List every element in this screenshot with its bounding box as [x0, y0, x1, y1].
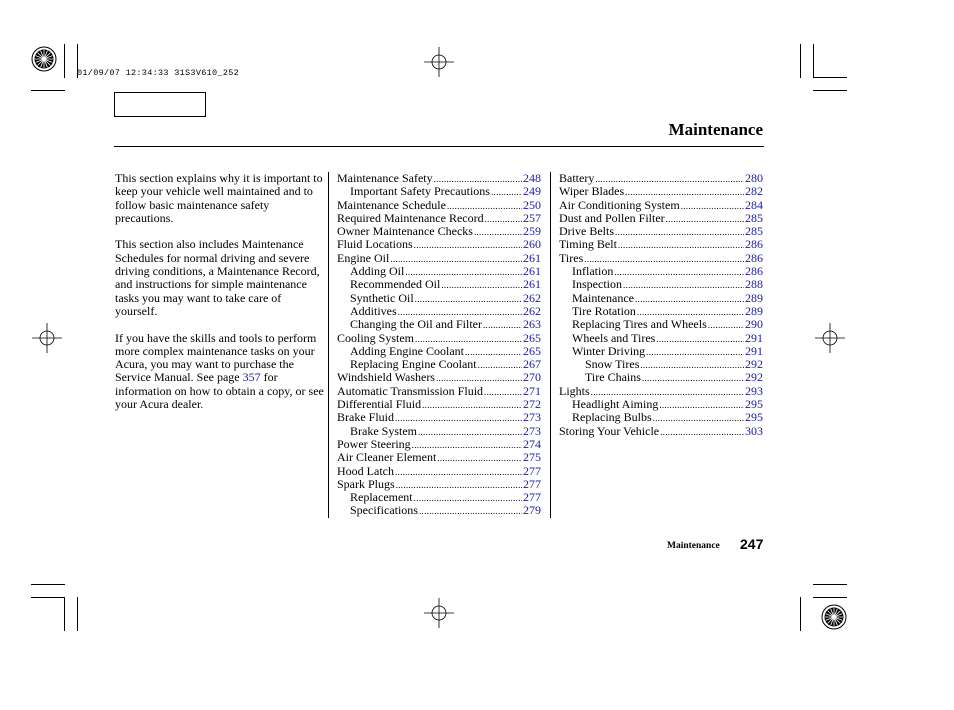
toc-entry[interactable]	[337, 172, 541, 185]
dot-leader	[441, 278, 522, 292]
toc-entry-page-link[interactable]: 291	[745, 330, 763, 345]
toc-entry-page-link[interactable]: 277	[523, 463, 541, 478]
dot-leader	[491, 185, 522, 199]
toc-entry[interactable]	[337, 265, 541, 278]
toc-entry-label: Cooling System	[337, 330, 415, 345]
registration-crosshair-bottom	[424, 598, 454, 628]
crop-mark	[800, 44, 801, 78]
toc-entry-page-link[interactable]: 271	[523, 383, 541, 398]
toc-entry-label: Additives	[350, 303, 397, 318]
toc-entry-page-link[interactable]: 289	[745, 303, 763, 318]
toc-entry-label: Wheels and Tires	[572, 330, 656, 345]
dot-leader	[660, 425, 744, 439]
toc-entry-label: Battery	[559, 171, 595, 185]
crop-mark	[813, 584, 847, 585]
toc-entry-label: Timing Belt	[559, 237, 617, 252]
page-number: 247	[740, 536, 764, 552]
toc-entry[interactable]	[559, 425, 763, 438]
intro-paragraph	[115, 332, 325, 412]
crop-mark	[813, 90, 847, 91]
toc-entry-page-link[interactable]: 286	[745, 237, 763, 252]
toc-entry-label: Dust and Pollen Filter	[559, 210, 665, 225]
toc-entry-page-link[interactable]: 262	[523, 303, 541, 318]
toc-entry[interactable]	[559, 305, 763, 318]
toc-entry[interactable]	[559, 278, 763, 291]
crop-mark	[31, 90, 65, 91]
crop-mark	[800, 597, 801, 631]
toc-entry[interactable]	[559, 358, 763, 371]
toc-entry-label: Adding Oil	[350, 264, 405, 279]
toc-entry-page-link[interactable]: 285	[745, 224, 763, 239]
toc-entry[interactable]	[337, 398, 541, 411]
toc-entry-label: Specifications	[350, 503, 418, 518]
crop-mark	[77, 597, 78, 631]
dot-leader	[422, 398, 522, 412]
toc-entry-label: Windshield Washers	[337, 370, 435, 385]
toc-entry-page-link[interactable]: 250	[523, 197, 541, 212]
toc-entry[interactable]	[559, 252, 763, 265]
toc-entry[interactable]	[337, 371, 541, 384]
toc-entry-label: Brake System	[350, 423, 417, 438]
intro-paragraph: This section also includes Maintenance Schedules for normal driving and severe driving conditions, a Maintenance Record, and instructions for simple maintenance tasks you may want to take care of yourself.	[115, 237, 320, 318]
toc-entry-label: Replacing Bulbs	[572, 410, 652, 425]
dot-leader	[635, 292, 744, 306]
toc-entry-label: Important Safety Precautions	[350, 184, 490, 199]
toc-entry[interactable]	[559, 385, 763, 398]
dot-leader	[640, 358, 744, 372]
toc-entry[interactable]	[337, 305, 541, 318]
toc-entry[interactable]	[559, 265, 763, 278]
toc-entry-page-link[interactable]: 284	[745, 197, 763, 212]
registration-sunburst-bottom-right	[821, 604, 847, 630]
toc-entry[interactable]	[337, 185, 541, 198]
toc-entry-label: Air Cleaner Element	[337, 450, 437, 465]
toc-entry[interactable]	[337, 332, 541, 345]
toc-entry-label: Snow Tires	[585, 357, 640, 372]
toc-entry[interactable]	[337, 318, 541, 331]
toc-entry-page-link[interactable]: 273	[523, 410, 541, 425]
toc-entry-label: Brake Fluid	[337, 410, 394, 425]
toc-entry[interactable]	[337, 451, 541, 464]
toc-entry[interactable]	[337, 252, 541, 265]
toc-entry-label: Synthetic Oil	[350, 290, 414, 305]
intro-text	[115, 172, 325, 425]
toc-entry-label: Tire Rotation	[572, 303, 636, 318]
toc-entry-page-link[interactable]: 272	[523, 397, 541, 412]
intro-text-run: If you have the skills and tools to perform more complex maintenance tasks on your Acura, you may want to purchase the Service Manual. See page	[115, 330, 317, 385]
toc-entry-page-link[interactable]: 293	[745, 383, 763, 398]
chapter-tab-box	[114, 92, 206, 117]
toc-entry[interactable]	[559, 172, 763, 185]
column-divider	[328, 172, 329, 518]
toc-entry-label: Inspection	[572, 277, 622, 292]
toc-entry-label: Maintenance Safety	[337, 171, 433, 185]
toc-entry[interactable]	[559, 212, 763, 225]
toc-entry-label: Replacing Engine Coolant	[350, 357, 477, 372]
toc-entry[interactable]	[337, 345, 541, 358]
toc-entry-label: Power Steering	[337, 436, 411, 451]
toc-entry-label: Inflation	[572, 264, 614, 279]
toc-entry-page-link[interactable]: 257	[523, 210, 541, 225]
toc-entry-page-link[interactable]: 292	[745, 357, 763, 372]
toc-entry[interactable]	[337, 425, 541, 438]
toc-entry-page-link[interactable]: 286	[745, 264, 763, 279]
toc-entry[interactable]	[559, 345, 763, 358]
dot-leader	[615, 225, 744, 239]
toc-entry[interactable]	[337, 212, 541, 225]
toc-entry-label: Owner Maintenance Checks	[337, 224, 473, 239]
toc-entry-page-link[interactable]: 265	[523, 330, 541, 345]
dot-leader	[484, 385, 522, 399]
dot-leader	[708, 318, 744, 332]
toc-entry-label: Tire Chains	[585, 370, 641, 385]
toc-entry-page-link[interactable]: 288	[745, 277, 763, 292]
toc-entry-label: Headlight Aiming	[572, 397, 659, 412]
registration-crosshair-right	[815, 323, 845, 353]
header-rule	[114, 146, 764, 147]
toc-entry-page-link[interactable]: 290	[745, 317, 763, 332]
crop-mark	[813, 44, 814, 78]
dot-leader	[659, 398, 744, 412]
toc-entry-label: Wiper Blades	[559, 184, 625, 199]
registration-crosshair-top	[424, 47, 454, 77]
crop-mark	[31, 584, 65, 585]
dot-leader	[653, 411, 744, 425]
toc-entry-label: Storing Your Vehicle	[559, 423, 660, 438]
dot-leader	[623, 278, 744, 292]
toc-entry-page-link[interactable]: 280	[745, 171, 763, 185]
toc-entry-page-link[interactable]: 282	[745, 184, 763, 199]
toc-entry-label: Required Maintenance Record	[337, 210, 484, 225]
dot-leader	[666, 212, 744, 226]
toc-entry-page-link[interactable]: 274	[523, 436, 541, 451]
dot-leader	[618, 238, 744, 252]
toc-entry-label: Adding Engine Coolant	[350, 343, 464, 358]
toc-entry-page-link[interactable]: 260	[523, 237, 541, 252]
toc-entry[interactable]	[337, 465, 541, 478]
toc-entry-label: Fluid Locations	[337, 237, 413, 252]
toc-entry-page-link[interactable]: 263	[523, 317, 541, 332]
toc-entry[interactable]	[337, 238, 541, 251]
crop-mark	[813, 77, 847, 78]
toc-entry-page-link[interactable]: 270	[523, 370, 541, 385]
dot-leader	[437, 451, 522, 465]
toc-entry[interactable]	[337, 491, 541, 504]
toc-entry-page-link[interactable]: 273	[523, 423, 541, 438]
toc-entry[interactable]	[337, 292, 541, 305]
toc-entry-page-link[interactable]: 262	[523, 290, 541, 305]
intro-paragraph: This section explains why it is important to keep your vehicle well maintained and to follow basic maintenance safety precautions.	[115, 171, 323, 225]
toc-entry[interactable]	[337, 385, 541, 398]
toc-entry[interactable]	[337, 504, 541, 517]
dot-leader	[390, 252, 522, 266]
crop-mark	[31, 597, 65, 598]
toc-entry[interactable]	[337, 358, 541, 371]
intro-text-run: for information on how to obtain a copy, or see your Acura dealer.	[115, 370, 324, 412]
dot-leader	[415, 292, 522, 306]
dot-leader	[614, 265, 744, 279]
dot-leader	[681, 199, 744, 213]
print-stamp: 01/09/07 12:34:33 31S3V610_252	[77, 68, 240, 78]
toc-entry-label: Changing the Oil and Filter	[350, 317, 482, 332]
crop-mark	[64, 44, 65, 78]
dot-leader	[396, 478, 522, 492]
toc-entry-page-link[interactable]: 261	[523, 264, 541, 279]
toc-entry-page-link[interactable]: 248	[523, 171, 541, 185]
toc-entry[interactable]	[337, 225, 541, 238]
registration-sunburst-top-left	[31, 46, 57, 72]
dot-leader	[483, 318, 522, 332]
toc-entry-page-link[interactable]: 295	[745, 410, 763, 425]
crop-mark	[64, 597, 65, 631]
toc-entry-label: Recommended Oil	[350, 277, 441, 292]
toc-entry-label: Drive Belts	[559, 224, 614, 239]
toc-entry-page-link[interactable]: 303	[745, 423, 763, 438]
toc-entry-page-link[interactable]: 261	[523, 277, 541, 292]
toc-entry[interactable]	[559, 318, 763, 331]
toc-entry[interactable]	[337, 278, 541, 291]
toc-entry-label: Winter Driving	[572, 343, 646, 358]
toc-entry-page-link[interactable]: 275	[523, 450, 541, 465]
page-title: Maintenance	[668, 120, 763, 139]
toc-entry-label: Automatic Transmission Fluid	[337, 383, 484, 398]
toc-entry[interactable]	[559, 225, 763, 238]
column-divider	[550, 172, 551, 518]
dot-leader	[414, 238, 522, 252]
toc-entry[interactable]	[559, 371, 763, 384]
toc-entry[interactable]	[559, 332, 763, 345]
toc-entry-label: Engine Oil	[337, 250, 390, 265]
dot-leader	[642, 371, 744, 385]
toc-column-1	[337, 172, 541, 518]
toc-entry-label: Lights	[559, 383, 590, 398]
toc-entry-label: Hood Latch	[337, 463, 394, 478]
toc-entry[interactable]	[337, 199, 541, 212]
dot-leader	[485, 212, 522, 226]
toc-entry-label: Spark Plugs	[337, 476, 395, 491]
toc-entry[interactable]	[559, 411, 763, 424]
toc-entry[interactable]	[337, 478, 541, 491]
dot-leader	[419, 504, 522, 518]
toc-entry-page-link[interactable]: 292	[745, 370, 763, 385]
registration-crosshair-left	[32, 323, 62, 353]
toc-entry-page-link[interactable]: 267	[523, 357, 541, 372]
toc-entry-page-link[interactable]: 289	[745, 290, 763, 305]
toc-entry[interactable]	[337, 411, 541, 424]
toc-entry-page-link[interactable]: 259	[523, 224, 541, 239]
toc-entry-page-link[interactable]: 295	[745, 397, 763, 412]
toc-entry-page-link[interactable]: 261	[523, 250, 541, 265]
toc-entry[interactable]	[559, 292, 763, 305]
toc-entry-page-link[interactable]: 265	[523, 343, 541, 358]
toc-entry-label: Air Conditioning System	[559, 197, 680, 212]
toc-entry-page-link[interactable]: 291	[745, 343, 763, 358]
crop-mark	[813, 597, 847, 598]
toc-entry-label: Maintenance Schedule	[337, 197, 446, 212]
toc-entry-label: Differential Fluid	[337, 397, 422, 412]
toc-entry-label: Maintenance	[572, 290, 634, 305]
toc-entry-label: Replacement	[350, 490, 413, 505]
toc-entry-label: Tires	[559, 250, 584, 265]
toc-entry-page-link[interactable]: 277	[523, 476, 541, 491]
toc-entry[interactable]	[559, 185, 763, 198]
dot-leader	[474, 225, 522, 239]
toc-entry[interactable]	[337, 438, 541, 451]
dot-leader	[418, 425, 522, 439]
toc-entry[interactable]	[559, 238, 763, 251]
toc-entry-page-link[interactable]: 285	[745, 210, 763, 225]
toc-entry[interactable]	[559, 199, 763, 212]
toc-entry[interactable]	[559, 398, 763, 411]
toc-column-2	[559, 172, 763, 438]
dot-leader	[656, 332, 744, 346]
dot-leader	[646, 345, 744, 359]
dot-leader	[478, 358, 522, 372]
dot-leader	[414, 491, 522, 505]
dot-leader	[395, 465, 522, 479]
toc-entry-page-link[interactable]: 249	[523, 184, 541, 199]
toc-entry-page-link[interactable]: 279	[523, 503, 541, 518]
toc-entry-page-link[interactable]: 286	[745, 250, 763, 265]
toc-entry-label: Replacing Tires and Wheels	[572, 317, 707, 332]
footer-section-label: Maintenance	[667, 541, 720, 551]
toc-entry-page-link[interactable]: 277	[523, 490, 541, 505]
page-link[interactable]: 357	[242, 370, 261, 385]
